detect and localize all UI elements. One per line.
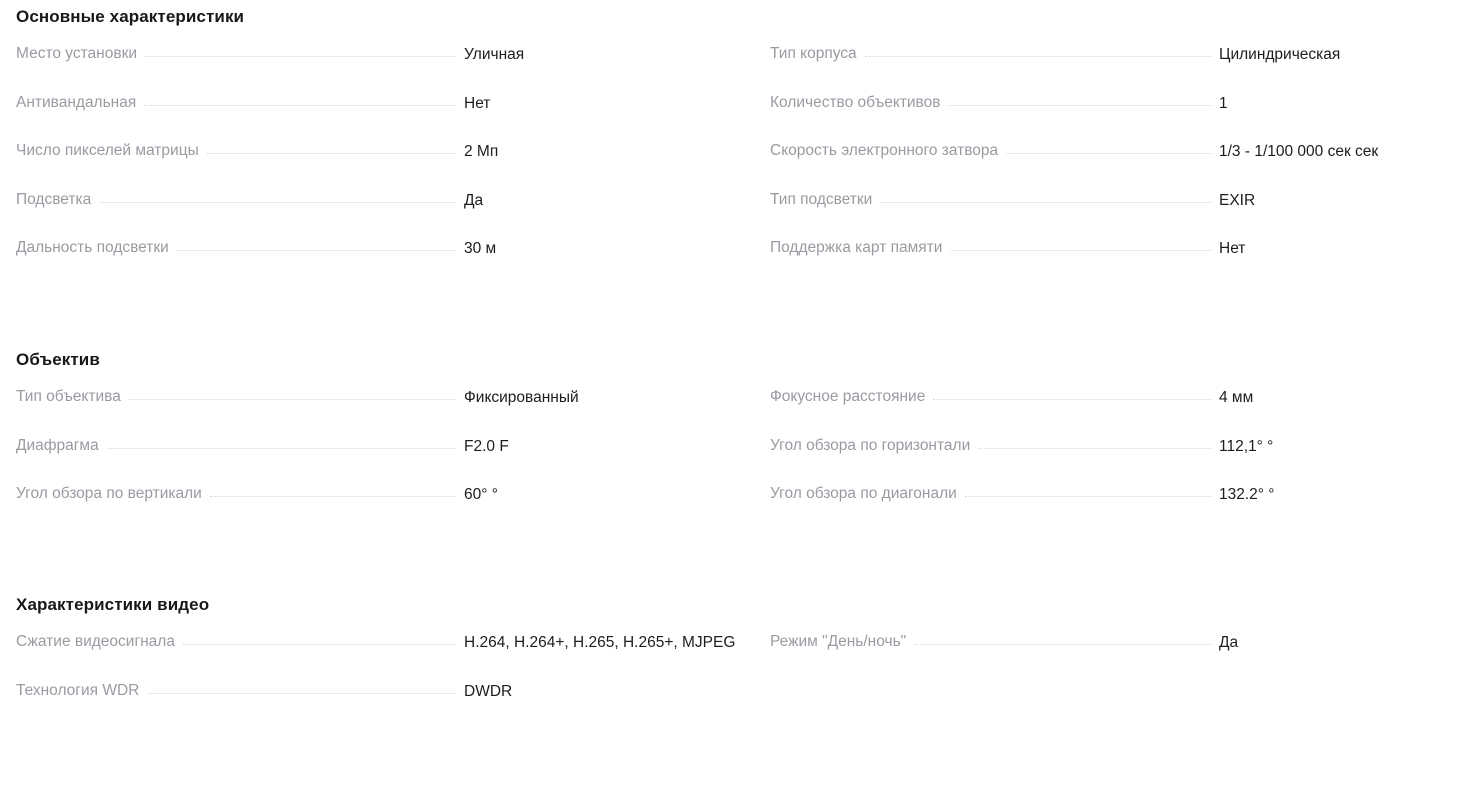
spec-label: Сжатие видеосигнала: [16, 633, 175, 650]
dot-leader: [880, 190, 1211, 203]
spec-label-cell: [770, 141, 1219, 161]
spec-row: [770, 632, 1476, 681]
spec-label: Технология WDR: [16, 681, 140, 699]
spec-row-empty: [770, 681, 1476, 730]
spec-row: [16, 93, 770, 142]
spec-label: Тип подсветки: [770, 190, 873, 208]
spec-row: [16, 632, 770, 681]
spec-label: Подсветка: [16, 190, 92, 208]
dot-leader: [914, 632, 1211, 645]
dot-leader: [147, 681, 456, 694]
spec-value: DWDR: [464, 682, 513, 700]
spec-row: [16, 238, 770, 287]
spec-label: Количество объективов: [770, 93, 941, 111]
spec-row: [16, 681, 770, 730]
spec-label-cell: [16, 44, 464, 64]
dot-leader: [933, 387, 1211, 400]
spec-label-cell: [16, 387, 464, 407]
spec-value: Да: [464, 191, 484, 209]
spec-label: Угол обзора по вертикали: [16, 485, 202, 503]
spec-label-cell: [16, 93, 464, 113]
dot-leader: [183, 632, 456, 645]
spec-row: [770, 44, 1476, 93]
spec-label: Скорость электронного затвора: [770, 142, 999, 160]
spec-value: 1: [1219, 94, 1228, 112]
spec-label-cell: [770, 387, 1219, 407]
spec-label: Угол обзора по горизонтали: [770, 436, 971, 454]
spec-label: Угол обзора по диагонали: [770, 485, 957, 503]
spec-label-cell: [770, 93, 1219, 113]
section-title-video: Характеристики видео: [16, 595, 210, 614]
spec-label: Фокусное расстояние: [770, 388, 926, 405]
spec-grid-lens: [16, 387, 1460, 533]
spec-row: [770, 141, 1476, 190]
dot-leader: [177, 238, 456, 251]
spec-value: 1/3 - 1/100 000 сек сек: [1219, 143, 1379, 161]
spec-label: Число пикселей матрицы: [16, 142, 199, 160]
spec-value: 112,1° °: [1219, 437, 1274, 455]
spec-value: EXIR: [1219, 191, 1256, 209]
spec-label-cell: [770, 436, 1219, 456]
spec-label-cell: [770, 44, 1219, 64]
dot-leader: [129, 387, 456, 400]
spec-value: 30 м: [464, 240, 497, 258]
spec-label-cell: [16, 681, 464, 701]
spec-row: [16, 387, 770, 436]
spec-value: Нет: [1219, 240, 1246, 258]
spec-value: 4 мм: [1219, 389, 1254, 406]
dot-leader: [950, 238, 1211, 251]
dot-leader: [978, 436, 1211, 449]
spec-label-cell: [16, 632, 464, 652]
spec-row: [16, 190, 770, 239]
spec-row: [16, 436, 770, 485]
spec-label-cell: [16, 484, 464, 504]
spec-value: F2.0 F: [464, 437, 509, 455]
spec-value: 132.2° °: [1219, 486, 1275, 504]
section-title-main: Основные характеристики: [16, 7, 245, 26]
spec-label-cell: [16, 190, 464, 210]
spec-row: [16, 484, 770, 533]
spec-row: [770, 238, 1476, 287]
spec-row: [770, 387, 1476, 436]
spec-label-cell: [770, 632, 1219, 652]
spec-value: 60° °: [464, 486, 498, 504]
dot-leader: [1006, 141, 1211, 154]
dot-leader: [865, 44, 1211, 57]
spec-label-cell: [770, 190, 1219, 210]
spec-value: Да: [1219, 634, 1239, 651]
spec-grid-main: [16, 44, 1460, 287]
spec-row: [16, 44, 770, 93]
spec-label-cell: [770, 484, 1219, 504]
spec-row: [770, 436, 1476, 485]
dot-leader: [99, 190, 456, 203]
dot-leader: [210, 484, 456, 497]
spec-label: Дальность подсветки: [16, 239, 169, 257]
spec-label-cell: [770, 238, 1219, 258]
spec-row: [770, 190, 1476, 239]
dot-leader: [207, 141, 456, 154]
spec-label-cell: [16, 238, 464, 258]
spec-label: Тип объектива: [16, 388, 121, 405]
spec-label: Режим "День/ночь": [770, 633, 907, 650]
spec-value: H.264, H.264+, H.265, H.265+, MJPEG: [464, 634, 736, 651]
spec-value: Уличная: [464, 46, 525, 63]
dot-leader: [145, 44, 456, 57]
dot-leader: [965, 484, 1211, 497]
spec-label-cell: [16, 436, 464, 456]
spec-label: Тип корпуса: [770, 45, 857, 62]
spec-label: Место установки: [16, 45, 138, 62]
section-title-lens: Объектив: [16, 350, 100, 369]
spec-value: Фиксированный: [464, 389, 579, 406]
spec-row: [770, 93, 1476, 142]
dot-leader: [948, 93, 1211, 106]
spec-label: Диафрагма: [16, 436, 99, 454]
spec-label-cell: [16, 141, 464, 161]
spec-row: [770, 484, 1476, 533]
dot-leader: [107, 436, 456, 449]
spec-row: [16, 141, 770, 190]
spec-grid-video: [16, 632, 1460, 729]
spec-value: Цилиндрическая: [1219, 46, 1341, 63]
spec-label: Поддержка карт памяти: [770, 239, 943, 257]
dot-leader: [144, 93, 456, 106]
spec-value: Нет: [464, 94, 491, 112]
spec-label: Антивандальная: [16, 93, 137, 111]
spec-value: 2 Мп: [464, 143, 499, 161]
